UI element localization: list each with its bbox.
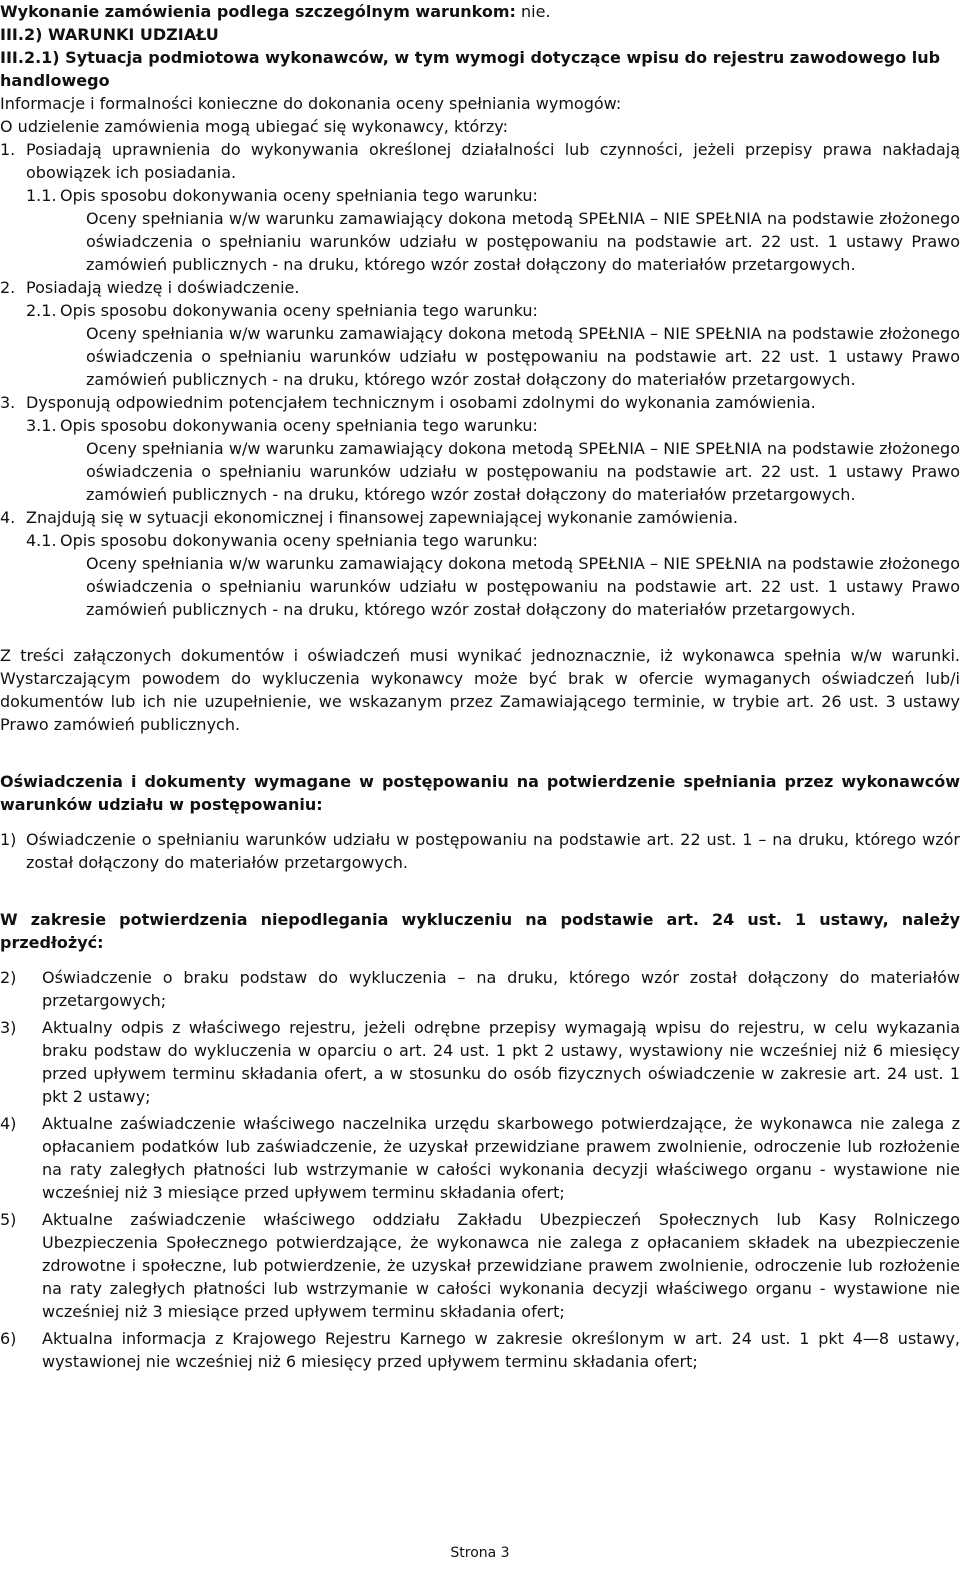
spacer — [0, 954, 960, 966]
condition-sub-title: Opis sposobu dokonywania oceny spełniania tego warunku: — [60, 186, 538, 205]
exclusion-item-text: Aktualny odpis z właściwego rejestru, jeżeli odrębne przepisy wymagają wpisu do rejestru, w celu wykazania braku podstaw do wykluczenia w oparciu o art. 24 ust. 1 pkt 2 ustawy, wystawiony nie wcześniej niż 6 miesięcy przed upływem terminu składania ofert, a w stosunku do osób fizycznych oświadczenie w zakresie art. 24 ust. 1 pkt 2 ustawy; — [42, 1018, 960, 1106]
condition-sub-body: Oceny spełniania w/w warunku zamawiający dokona metodą SPEŁNIA – NIE SPEŁNIA na podstawie złożonego oświadczenia o spełnianiu warunków udziału w postępowaniu na podstawie art. 22 ust. 1 ustawy Prawo zamówień publicznych - na druku, którego wzór został dołączony do materiałów przetargowych. — [86, 324, 960, 389]
condition-sub-title: Opis sposobu dokonywania oceny spełniania tego warunku: — [60, 531, 538, 550]
condition-block — [0, 506, 960, 621]
condition-sub-row — [0, 299, 960, 322]
exclusion-item-number: 3) — [0, 1018, 17, 1037]
document-item — [0, 828, 960, 874]
condition-sub-row — [0, 529, 960, 552]
special-conditions-line — [0, 0, 960, 23]
condition-text: Posiadają wiedzę i doświadczenie. — [26, 278, 300, 297]
subsection-heading: III.2.1) Sytuacja podmiotowa wykonawców, w tym wymogi dotyczące wpisu do rejestru zawodowego lub handlowego — [0, 48, 941, 90]
condition-block — [0, 391, 960, 506]
exclusion-item-text: Oświadczenie o braku podstaw do wykluczenia – na druku, którego wzór został dołączony do materiałów przetargowych; — [42, 968, 960, 1010]
condition-sub-body: Oceny spełniania w/w warunku zamawiający dokona metodą SPEŁNIA – NIE SPEŁNIA na podstawie złożonego oświadczenia o spełnianiu warunków udziału w postępowaniu na podstawie art. 22 ust. 1 ustawy Prawo zamówień publicznych - na druku, którego wzór został dołączony do materiałów przetargowych. — [86, 554, 960, 619]
exclusion-item-text: Aktualna informacja z Krajowego Rejestru Karnego w zakresie określonym w art. 24 ust. 1 pkt 4—8 ustawy, wystawionej nie wcześniej niż 6 miesięcy przed upływem terminu składania ofert; — [42, 1329, 960, 1371]
condition-sub-number: 2.1. — [26, 301, 57, 320]
section-heading: III.2) WARUNKI UDZIAŁU — [0, 25, 219, 44]
condition-text: Posiadają uprawnienia do wykonywania określonej działalności lub czynności, jeżeli przepisy prawa nakładają obowiązek ich posiadania. — [26, 140, 960, 182]
exclusion-item — [0, 1208, 960, 1323]
exclusion-item — [0, 966, 960, 1012]
exclusion-item-number: 4) — [0, 1114, 17, 1133]
condition-number: 4. — [0, 508, 16, 527]
spacer — [0, 816, 960, 828]
exclusion-item-number: 5) — [0, 1210, 17, 1229]
exclusion-item-text: Aktualne zaświadczenie właściwego oddziału Zakładu Ubezpieczeń Społecznych lub Kasy Rolniczego Ubezpieczenia Społecznego potwierdzające, że wykonawca nie zalega z opłacaniem składek na ubezpieczenie zdrowotne i społeczne, lub potwierdzenie, że uzyskał przewidziane prawem zwolnienie, odroczenie lub rozłożenie na raty zaległych płatności lub wstrzymanie w całości wykonania decyzji właściwego organu - wystawione nie wcześniej niż 3 miesiące przed upływem terminu składania ofert; — [42, 1210, 960, 1321]
condition-number: 3. — [0, 393, 16, 412]
exclusion-item-number: 2) — [0, 968, 17, 987]
summary-paragraph: Z treści załączonych dokumentów i oświadczeń musi wynikać jednoznacznie, iż wykonawca spełnia w/w warunki. Wystarczającym powodem do wykluczenia wykonawcy może być brak w ofercie wymaganych oświadczeń lub/i dokumentów lub ich nie uzupełnienie, we wskazanym przez Zamawiającego terminie, w trybie art. 26 ust. 3 ustawy Prawo zamówień publicznych. — [0, 646, 960, 734]
condition-number: 2. — [0, 278, 16, 297]
exclusion-item-text: Aktualne zaświadczenie właściwego naczelnika urzędu skarbowego potwierdzające, że wykonawca nie zalega z opłacaniem podatków lub zaświadczenie, że uzyskał przewidziane prawem zwolnienie, odroczenie lub rozłożenie na raty zaległych płatności lub wstrzymanie w całości wykonania decyzji właściwego organu - wystawione nie wcześniej niż 3 miesiące przed upływem terminu składania ofert; — [42, 1114, 960, 1202]
condition-sub-body: Oceny spełniania w/w warunku zamawiający dokona metodą SPEŁNIA – NIE SPEŁNIA na podstawie złożonego oświadczenia o spełnianiu warunków udziału w postępowaniu na podstawie art. 22 ust. 1 ustawy Prawo zamówień publicznych - na druku, którego wzór został dołączony do materiałów przetargowych. — [86, 209, 960, 274]
condition-row — [0, 276, 960, 299]
intro-line-1: Informacje i formalności konieczne do dokonania oceny spełniania wymogów: — [0, 94, 622, 113]
special-conditions-value: nie. — [515, 2, 551, 21]
condition-block — [0, 276, 960, 391]
condition-sub-row — [0, 414, 960, 437]
condition-sub-number: 4.1. — [26, 531, 57, 550]
document-item-text: Oświadczenie o spełnianiu warunków udziału w postępowaniu na podstawie art. 22 ust. 1 – na druku, którego wzór został dołączony do materiałów przetargowych. — [26, 830, 960, 872]
exclusion-item — [0, 1327, 960, 1373]
exclusion-heading: W zakresie potwierdzenia niepodlegania wykluczeniu na podstawie art. 24 ust. 1 ustawy, należy przedłożyć: — [0, 910, 960, 952]
documents-heading: Oświadczenia i dokumenty wymagane w postępowaniu na potwierdzenie spełniania przez wykonawców warunków udziału w postępowaniu: — [0, 772, 960, 814]
intro-line-2: O udzielenie zamówienia mogą ubiegać się wykonawcy, którzy: — [0, 117, 508, 136]
exclusion-item-number: 6) — [0, 1329, 17, 1348]
condition-number: 1. — [0, 140, 16, 159]
condition-sub-title: Opis sposobu dokonywania oceny spełniania tego warunku: — [60, 301, 538, 320]
condition-sub-row — [0, 184, 960, 207]
condition-sub-number: 1.1. — [26, 186, 57, 205]
exclusion-item — [0, 1016, 960, 1108]
spacer — [0, 736, 960, 770]
document-item-number: 1) — [0, 830, 17, 849]
condition-text: Dysponują odpowiednim potencjałem technicznym i osobami zdolnymi do wykonania zamówienia. — [26, 393, 816, 412]
condition-sub-number: 3.1. — [26, 416, 57, 435]
condition-row — [0, 138, 960, 184]
condition-text: Znajdują się w sytuacji ekonomicznej i finansowej zapewniającej wykonanie zamówienia. — [26, 508, 738, 527]
exclusion-item — [0, 1112, 960, 1204]
condition-sub-body: Oceny spełniania w/w warunku zamawiający dokona metodą SPEŁNIA – NIE SPEŁNIA na podstawie złożonego oświadczenia o spełnianiu warunków udziału w postępowaniu na podstawie art. 22 ust. 1 ustawy Prawo zamówień publicznych - na druku, którego wzór został dołączony do materiałów przetargowych. — [86, 439, 960, 504]
condition-row — [0, 391, 960, 414]
condition-sub-title: Opis sposobu dokonywania oceny spełniania tego warunku: — [60, 416, 538, 435]
page-number: Strona 3 — [450, 1545, 510, 1561]
spacer — [0, 621, 960, 644]
special-conditions-label: Wykonanie zamówienia podlega szczególnym warunkom: — [0, 2, 516, 21]
spacer — [0, 874, 960, 908]
condition-row — [0, 506, 960, 529]
condition-block — [0, 138, 960, 276]
